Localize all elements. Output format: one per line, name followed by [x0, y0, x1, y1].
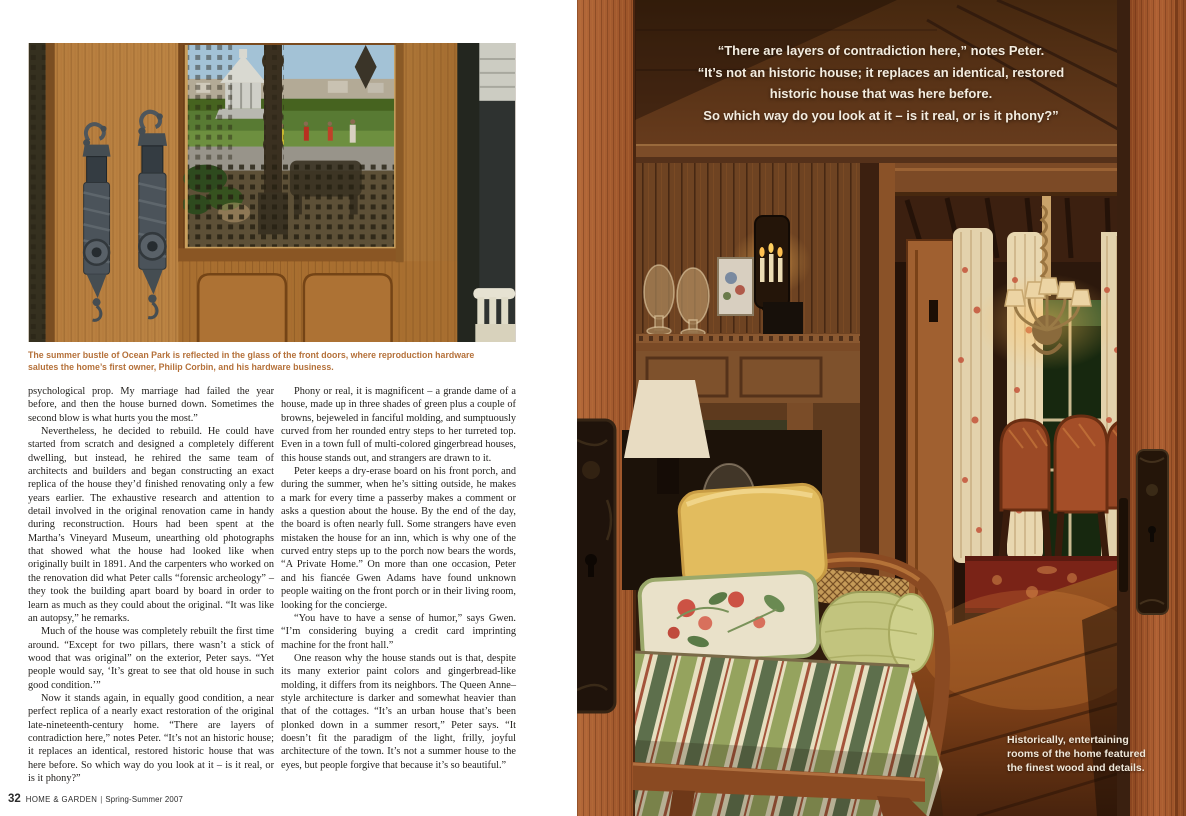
article-paragraph: psychological prop. My marriage had failed the year before, and then the house burned down. Sometimes the second blow is what hurts you the most.”	[28, 386, 274, 424]
article-paragraph: “You have to have a sense of humor,” says Gwen. “I’m considering buying a credit card imprinting machine for the front hall.”	[281, 612, 516, 651]
glass-panel-reflection	[178, 43, 403, 262]
footer-magazine-title: HOME & GARDEN	[25, 795, 98, 804]
photo-caption-line: Historically, entertaining	[1007, 734, 1129, 746]
photo-caption-right	[1007, 733, 1167, 775]
front-doors-photo	[28, 43, 516, 342]
photo-caption-line: the finest wood and details.	[1007, 762, 1145, 774]
front-doors-illustration	[28, 43, 516, 342]
photo-caption-line: rooms of the home featured	[1007, 748, 1146, 760]
article-column-1	[28, 385, 274, 785]
page-footer	[8, 789, 183, 807]
pull-quote	[596, 40, 1166, 126]
article-paragraph: Peter keeps a dry-erase board on his front porch, and during the summer, when he’s sitting outside, he makes a mark for every time a passerby makes a comment or asks a question about the house. By the end of the day, the board is often nearly full. Some strangers have even mistaken the house for an inn, which is why one of the curved entry steps up to the porch now bears the words, “A Private Home.” On more than one occasion, Peter and his fiancée Gwen Adams have found unknown people waiting on the front porch or in their living room, looking for the concierge.	[281, 466, 516, 611]
pull-quote-line: “It’s not an historic house; it replaces an identical, restored	[697, 64, 1065, 80]
footer-page-number: 32	[8, 793, 21, 805]
article-paragraph: One reason why the house stands out is that, despite its many exterior paint colors and gingerbread-like molding, it differs from its neighbors. The Queen Anne–style architecture is darker and somewhat heavier than that of the cottages. “It’s an urban house that’s been plonked down in a summer resort,” Peter says. “It doesn’t fit the paradigm of the light, frilly, joyful architecture of the town. It’s not a summer house to the eyes, but people forgive that because it’s so beautiful.”	[281, 652, 516, 771]
article-paragraph: Phony or real, it is magnificent – a grande dame of a house, made up in three shades of green plus a couple of browns, bejeweled in fanciful molding, and sumptuously curved from her rounded entry steps to her turreted top. Even in a town full of multi-colored gingerbread houses, this house stands out, and strangers are drawn to it.	[281, 386, 516, 464]
pull-quote-line: “There are layers of contradiction here,” notes Peter.	[717, 43, 1045, 58]
pull-quote-line: historic house that was here before.	[769, 86, 993, 101]
pull-quote-line: So which way do you look at it – is it real, or is it phony?”	[703, 107, 1059, 123]
article-paragraph: Now it stands again, in equally good condition, a near perfect replica of a nearly exact restoration of the original late-nineteenth-century home. “There are layers of contradiction here,” notes Peter. “It’s not an historic house; it replaces an identical, restored historic house that was here before. So which way do you look at it – is it real, or is it phony?”	[28, 692, 274, 784]
footer-issue: Spring-Summer 2007	[105, 795, 184, 804]
article-paragraph: Much of the house was completely rebuilt the first time around. “Except for two pillars, there wasn’t a stick of wood that was original” on the exterior, Peter says. “Yet people would say, ‘It’s great to see that old house in such good condition.’”	[28, 626, 274, 691]
footer-separator: |	[100, 795, 103, 804]
photo-caption-left: The summer bustle of Ocean Park is reflected in the glass of the front doors, where reproduction hardware salutes the home’s first owner, Philip Corbin, and his hardware business.	[28, 350, 475, 372]
article-column-2	[281, 385, 516, 772]
article-paragraph: Nevertheless, he decided to rebuild. He could have started from scratch and designed a completely different dwelling, but instead, he rehired the same team of architects and builders and began constructing an exact replica of the house they’d finished renovating only a few years earlier. The exhaustive research and attention to detail involved in the original renovation came in handy during reconstruction. Hours had been spent at the Martha’s Vineyard Museum, unearthing old photographs that showed what the house had looked like when originally built in 1891. And the carpenters who worked on the renovation did what Peter calls “forensic archeology” – they took the building apart board by board in order to learn as much as they could about the original. “It was like an autopsy,” he remarks.	[28, 426, 274, 624]
